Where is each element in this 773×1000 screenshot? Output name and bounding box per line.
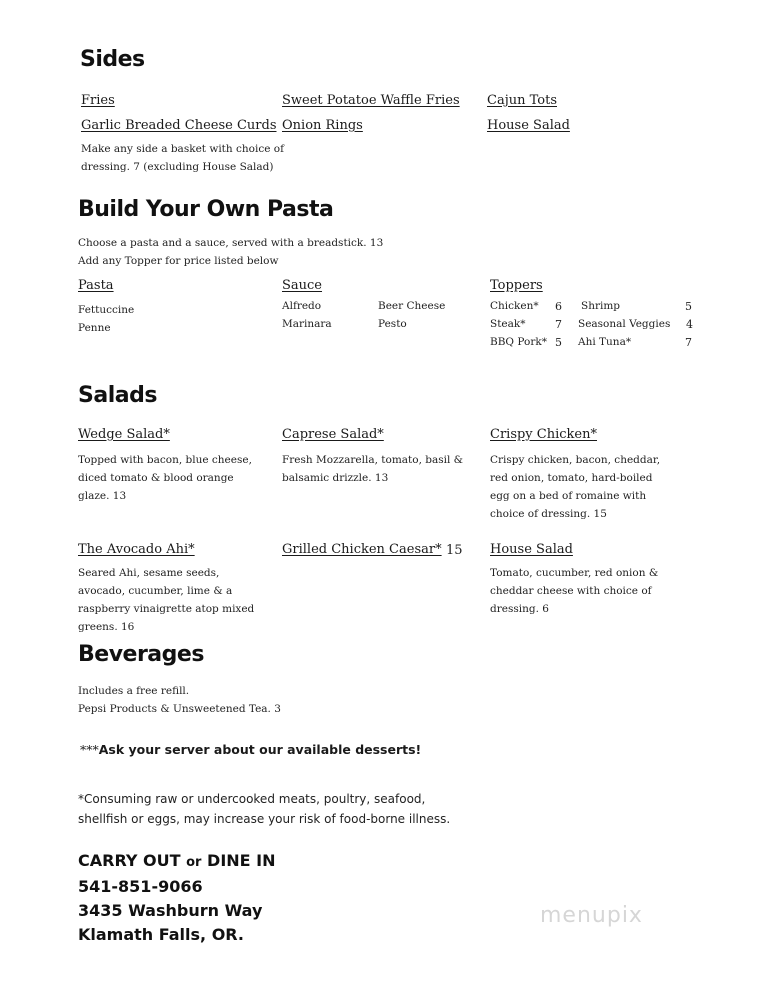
side-item-house-salad: House Salad	[487, 118, 570, 133]
salad-house-name: House Salad	[490, 542, 573, 557]
sides-title: Sides	[80, 47, 145, 72]
topper-bbq-pork-price: 5	[555, 336, 562, 349]
salad-avocado-ahi-desc-1: Seared Ahi, sesame seeds,	[78, 567, 220, 579]
topper-shrimp-price: 5	[685, 300, 692, 313]
topper-chicken: Chicken*	[490, 300, 539, 312]
salad-crispy-chicken-desc-3: egg on a bed of romaine with	[490, 490, 647, 502]
salad-wedge-name: Wedge Salad*	[78, 427, 170, 442]
side-item-cheese-curds: Garlic Breaded Cheese Curds	[81, 118, 277, 133]
side-item-cajun-tots: Cajun Tots	[487, 93, 557, 108]
side-item-onion-rings: Onion Rings	[282, 118, 363, 133]
salad-house-desc-1: Tomato, cucumber, red onion &	[490, 567, 659, 579]
sauce-option-beer-cheese: Beer Cheese	[378, 300, 446, 312]
footer-info	[78, 849, 276, 947]
salad-wedge-desc-3: glaze. 13	[78, 490, 127, 502]
pasta-intro-line2: Add any Topper for price listed below	[78, 255, 279, 267]
salad-crispy-chicken-name: Crispy Chicken*	[490, 427, 597, 442]
salad-avocado-ahi-desc-2: avocado, cucumber, lime & a	[78, 585, 233, 597]
sides-note-line2: dressing. 7 (excluding House Salad)	[81, 161, 274, 173]
side-item-fries: Fries	[81, 93, 115, 108]
dine-in-label: DINE IN	[201, 851, 276, 870]
warning-line1: *Consuming raw or undercooked meats, poultry, seafood,	[78, 792, 426, 806]
warning-line2: shellfish or eggs, may increase your risk of food-borne illness.	[78, 812, 451, 826]
sauce-header: Sauce	[282, 278, 323, 293]
topper-chicken-price: 6	[555, 300, 562, 313]
pasta-option-fettuccine: Fettuccine	[78, 304, 135, 316]
pasta-option-penne: Penne	[78, 322, 111, 334]
salad-crispy-chicken-desc-1: Crispy chicken, bacon, cheddar,	[490, 454, 661, 466]
topper-steak: Steak*	[490, 318, 526, 330]
dessert-note	[80, 742, 421, 758]
menupix-watermark: menupix	[540, 903, 643, 928]
salad-crispy-chicken-desc-4: choice of dressing. 15	[490, 508, 607, 520]
salad-caprese-desc-1: Fresh Mozzarella, tomato, basil &	[282, 454, 464, 466]
side-item-sweet-potato-fries: Sweet Potatoe Waffle Fries	[282, 93, 460, 108]
street-address: 3435 Washburn Way	[78, 901, 263, 920]
dessert-note-text: Ask your server about our available desserts!	[98, 742, 422, 757]
sauce-option-pesto: Pesto	[378, 318, 407, 330]
salad-wedge-desc-2: diced tomato & blood orange	[78, 472, 234, 484]
sauce-option-alfredo: Alfredo	[282, 300, 322, 312]
sauce-option-marinara: Marinara	[282, 318, 332, 330]
topper-ahi-tuna-price: 7	[685, 336, 692, 349]
salads-title: Salads	[78, 383, 157, 408]
salad-grilled-caesar-name: Grilled Chicken Caesar*	[282, 542, 442, 557]
carry-out-dine-in	[78, 849, 276, 875]
topper-seasonal-veggies-price: 4	[686, 318, 693, 331]
salad-grilled-caesar-price: 15	[446, 543, 463, 558]
topper-shrimp: Shrimp	[581, 300, 621, 312]
topper-steak-price: 7	[555, 318, 562, 331]
salad-crispy-chicken-desc-2: red onion, tomato, hard-boiled	[490, 472, 653, 484]
beverages-title: Beverages	[78, 642, 204, 667]
salad-avocado-ahi-desc-4: greens. 16	[78, 621, 135, 633]
salad-avocado-ahi-desc-3: raspberry vinaigrette atop mixed	[78, 603, 255, 615]
salad-caprese-name: Caprese Salad*	[282, 427, 384, 442]
or-label: or	[186, 855, 202, 870]
pasta-intro-line1: Choose a pasta and a sauce, served with a breadstick. 13	[78, 237, 384, 249]
phone-number: 541-851-9066	[78, 877, 203, 896]
topper-seasonal-veggies: Seasonal Veggies	[578, 318, 671, 330]
salad-house-desc-2: cheddar cheese with choice of	[490, 585, 652, 597]
toppers-header: Toppers	[490, 278, 543, 293]
pasta-title: Build Your Own Pasta	[78, 197, 334, 222]
topper-ahi-tuna: Ahi Tuna*	[578, 336, 632, 348]
salad-caprese-desc-2: balsamic drizzle. 13	[282, 472, 389, 484]
salad-avocado-ahi-name: The Avocado Ahi*	[78, 542, 195, 557]
sides-note-line1: Make any side a basket with choice of	[81, 143, 284, 155]
beverages-line2: Pepsi Products & Unsweetened Tea. 3	[78, 703, 281, 715]
carry-out-label: CARRY OUT	[78, 851, 187, 870]
beverages-line1: Includes a free refill.	[78, 685, 190, 697]
raw-food-warning	[78, 789, 450, 829]
salad-house-desc-3: dressing. 6	[490, 603, 549, 615]
salad-wedge-desc-1: Topped with bacon, blue cheese,	[78, 454, 252, 466]
city-state: Klamath Falls, OR.	[78, 925, 244, 944]
pasta-header: Pasta	[78, 278, 114, 293]
dessert-note-prefix: ***	[80, 742, 99, 757]
topper-bbq-pork: BBQ Pork*	[490, 336, 547, 348]
